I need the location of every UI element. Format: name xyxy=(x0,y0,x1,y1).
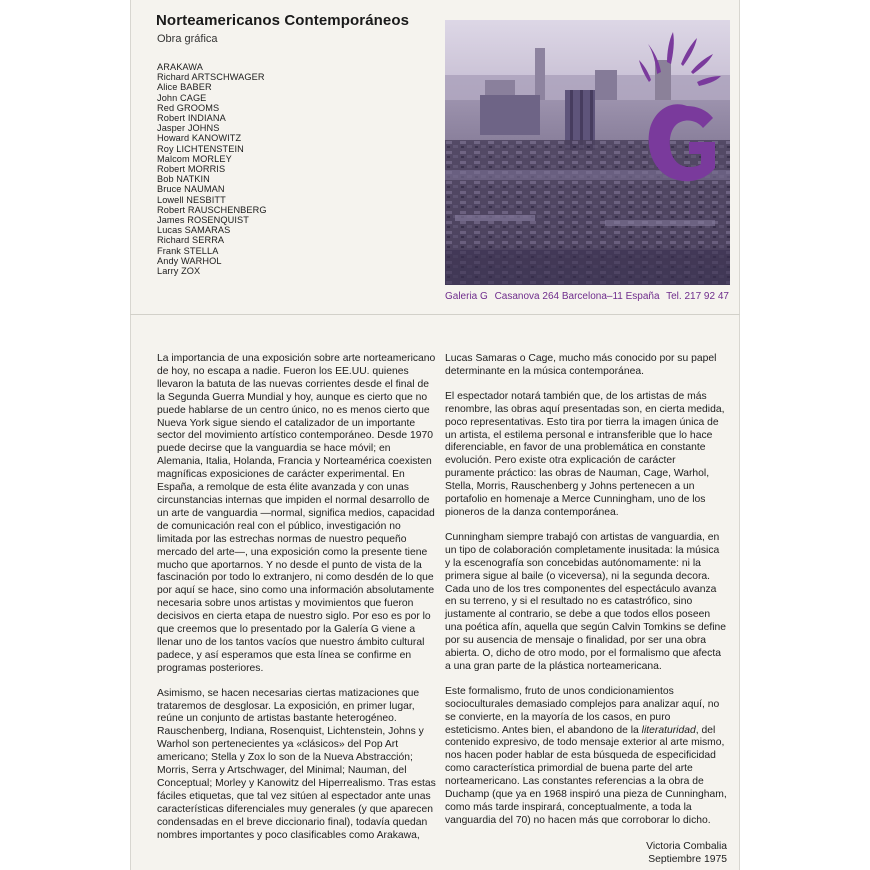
essay-paragraph: Asimismo, se hacen necesarias ciertas matizaciones que trataremos de desglosar. La exposición, en primer lugar, reúne un conjunto de artistas bastante heterogéneo. Rauschenberg, Indiana, Rosenquist, Lichtenstein, Johns y Warhol son pertenecientes ya «clásicos» del Pop Art americano; Stella y Zox lo son de la Nueva Abstracción; Morris, Serra y Artschwager, del Minimal; Nauman, del Conceptual; Morley y Kanowitz del Hiperrealismo. Tras estas fáciles etiquetas, que tal vez sitúen al espectador ante unas características diferenciales muy generales (y que aparecen condensadas en el breve diccionario final), todavía quedan nombres importantes y poco clasificables como Arakawa, xyxy=(157,687,436,841)
page-subtitle: Obra gráfica xyxy=(157,33,218,45)
artist-name: Bob NATKIN xyxy=(157,174,210,185)
page-title: Norteamericanos Contemporáneos xyxy=(156,12,410,29)
barcelona-cityscape-image xyxy=(445,20,730,285)
artist-name: Robert INDIANA xyxy=(157,113,226,124)
essay-text: Este formalismo, fruto de unos condicionamientos socioculturales demasiado complejos para analizar aquí, no se convierte, en la mayoría de los casos, en puro esteticismo. Antes bien, el abandono de la xyxy=(445,685,720,736)
artist-name: Lowell NESBITT xyxy=(157,194,226,205)
essay-paragraph: Cunningham siempre trabajó con artistas de vanguardia, en un tipo de colaboración completamente inusitada: la música y la escenografía son concebidas autónomamente: ni la primera sigue al baile (o viceversa), ni la segunda decora. Cada uno de los tres componentes del espectáculo avanza en su terreno, y si el resultado no es catastrófico, sino justamente al contrario, se debe a que todos ellos poseen una poética afín, aquella que según Calvin Tomkins se define por su ausencia de mensaje o finalidad, por ser una obra abierta. O, dicho de otro modo, por el formalismo que afecta a una gran parte de la plástica norteamericana. xyxy=(445,531,727,672)
artist-name: Robert RAUSCHENBERG xyxy=(157,204,267,215)
artist-name: Jasper JOHNS xyxy=(157,123,220,134)
author-name: Victoria Combalia xyxy=(646,840,727,852)
city-photo xyxy=(445,20,730,285)
artist-name: Frank STELLA xyxy=(157,245,219,256)
artist-name: Bruce NAUMAN xyxy=(157,184,225,195)
artist-name: Red GROOMS xyxy=(157,102,220,113)
artist-name: Malcom MORLEY xyxy=(157,153,232,164)
essay-text: , del contenido expresivo, de todo mensaje exterior al arte mismo, nos hacen poder hablar de esta búsqueda de especificidad como característica primordial de buena parte del arte norteamericano. Las constantes referencias a la obra de Duchamp (que ya en 1968 inspiró una pieza de Cunningham, como más tarde inspirará, conceptualmente, a toda la vanguardia del 70) no hacen más que corroborar lo dicho. xyxy=(445,724,727,826)
essay-paragraph: El espectador notará también que, de los artistas de más renombre, las obras aquí presentadas son, en cierta medida, poco representativas. Esto tira por tierra la imagen única de un artista, el estilema personal e intransferible que lo hace diferenciable, en favor de una problemática en constante evolución. Pero existe otra explicación de carácter puramente práctico: las obras de Nauman, Cage, Warhol, Stella, Morris, Rauschenberg y Johns pertenecen a un portafolio en homenaje a Merce Cunningham, uno de los pioneros de la danza contemporánea. xyxy=(445,390,725,518)
artist-name: Andy WARHOL xyxy=(157,255,222,266)
artist-name: Larry ZOX xyxy=(157,266,201,277)
essay-paragraph: Lucas Samaras o Cage, mucho más conocido por su papel determinante en la música contemporánea. xyxy=(445,353,717,377)
essay-paragraph: La importancia de una exposición sobre arte norteamericano de hoy, no escapa a nadie. Fueron los EE.UU. quienes llevaron la batuta de las nuevas corrientes desde el final de la Segunda Guerra Mundial y hoy, aunque es cierto que no puede hablarse de un centro único, no es menos cierto que Nueva York sigue siendo el catalizador de un importante sector del movimiento artístico contemporáneo. Desde 1970 puede decirse que la vanguardia se hace móvil; en Alemania, Italia, Holanda, Francia y Norteamérica coexisten magníficas exposiciones de carácter experimental. En España, a remolque de esta élite avanzada y con unas circunstancias internas que impiden el normal desarrollo de un arte de vanguardia —normal, significa medios, capacidad de comunicación real con el público, investigación no limitada por las estrechas normas de nuestro pequeño mercado del arte—, una exposición como la presente tiene mucho que aportarnos. Y no desde el punto de vista de la fascinación por todo lo extranjero, ni como desdén de lo que por aquí se hace, sino como una información absolutamente necesaria sobre unos artistas y movimientos que fueron decisivos en cierta etapa de nuestro siglo. Por eso es por lo que creemos que lo presentado por la Galería G viene a llenar uno de los tantos vacíos que nuestro ámbito cultural padece, y así esperamos que esta línea se confirme en programas posteriores. xyxy=(157,353,436,674)
fold-line xyxy=(130,314,740,315)
gallery-address-line xyxy=(445,291,735,302)
artist-list xyxy=(157,62,267,276)
artist-name: John CAGE xyxy=(157,92,207,103)
signature-date: Septiembre 1975 xyxy=(648,853,727,865)
essay-left-column xyxy=(157,353,437,855)
artist-name: Howard KANOWITZ xyxy=(157,133,242,144)
essay-right-column xyxy=(445,353,727,866)
artist-name: Lucas SAMARAS xyxy=(157,225,231,236)
gallery-address: Casanova 264 Barcelona–11 España xyxy=(494,291,660,302)
essay-italic-term: literaturidad xyxy=(641,724,696,736)
essay-paragraph xyxy=(445,686,727,828)
gallery-name: Galeria G xyxy=(445,291,488,302)
gallery-phone: Tel. 217 92 47 xyxy=(666,291,729,302)
artist-name: Roy LICHTENSTEIN xyxy=(157,143,244,154)
signature xyxy=(445,840,727,866)
artist-name: Alice BABER xyxy=(157,82,212,93)
artist-name: Richard ARTSCHWAGER xyxy=(157,72,265,83)
artist-name: Robert MORRIS xyxy=(157,164,226,175)
artist-name: Richard SERRA xyxy=(157,235,225,246)
artist-name: James ROSENQUIST xyxy=(157,215,249,226)
artist-name: ARAKAWA xyxy=(157,62,203,72)
